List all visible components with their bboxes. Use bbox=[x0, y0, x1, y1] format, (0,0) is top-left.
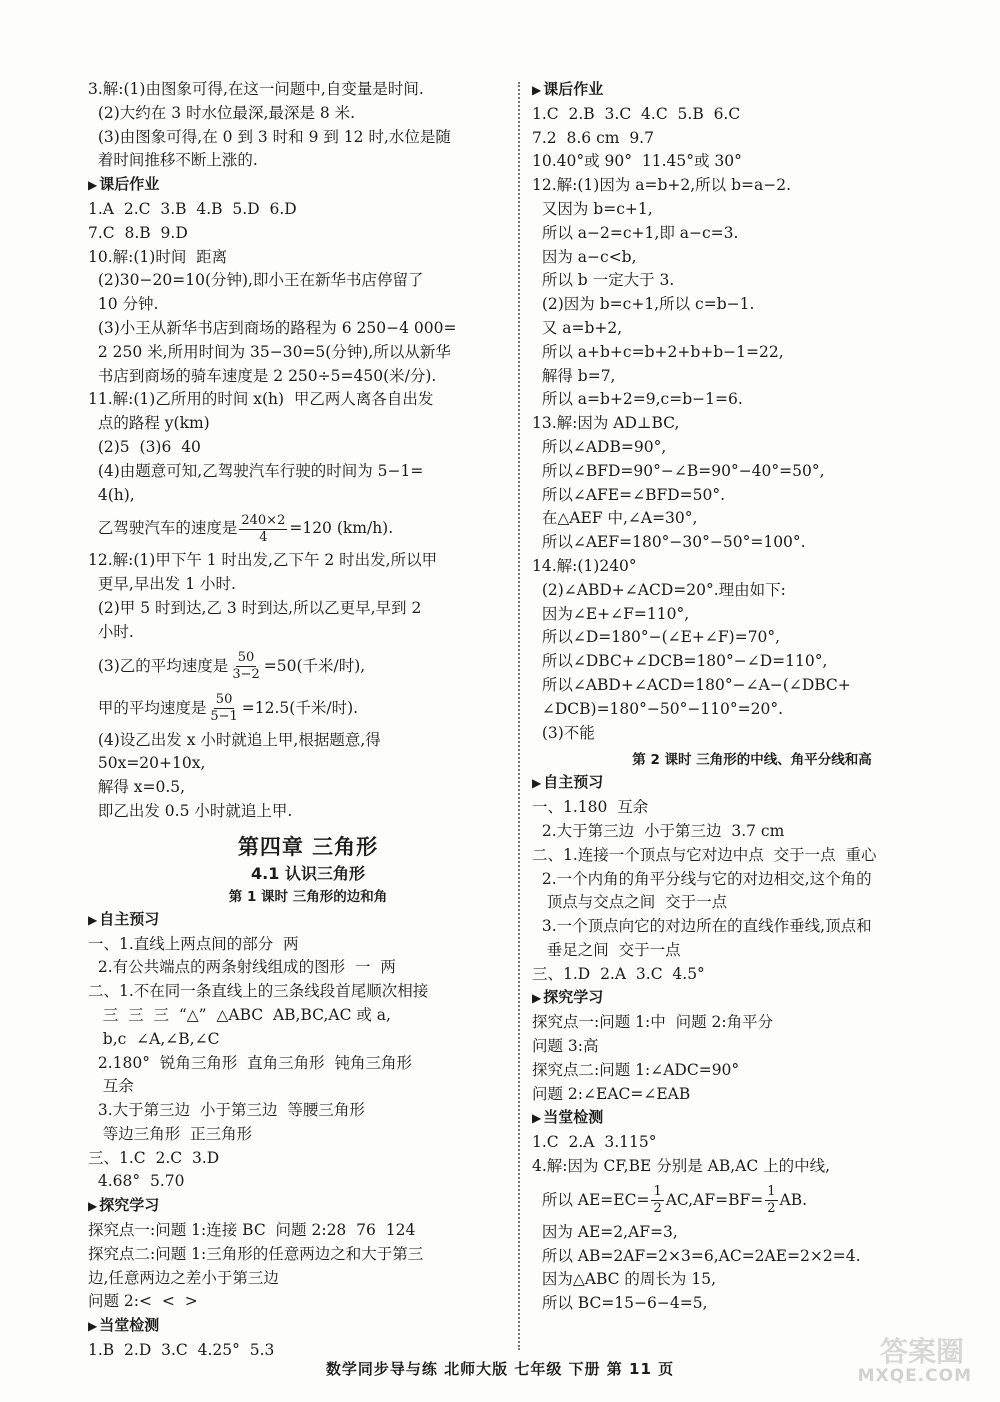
watermark-logo-text: 答案圈 bbox=[879, 1335, 964, 1368]
check-answers bbox=[532, 1131, 972, 1179]
answer-line: 10 分钟. bbox=[88, 295, 159, 314]
answer-line: 2.180° 锐角三角形 直角三角形 钝角三角形 bbox=[88, 1053, 413, 1072]
answer-line: 10.解:(1)时间 距离 bbox=[88, 247, 228, 266]
answer-line: 1.C 2.B 3.C 4.C 5.B 6.C bbox=[532, 104, 741, 123]
answer-line: 12.解:(1)因为 a=b+2,所以 b=a−2. bbox=[532, 176, 792, 195]
answer-line: 所以∠AFE=∠BFD=50°. bbox=[532, 485, 726, 504]
homework-answers bbox=[532, 103, 972, 746]
answer-line: ∠DCB)=180°−50°−110°=20°. bbox=[532, 699, 784, 718]
answer-line: 所以 AB=2AF=2×3=6,AC=2AE=2×2=4. bbox=[532, 1246, 861, 1265]
homework-heading: ▶ 课后作业 bbox=[88, 175, 160, 194]
answer-line: 2.大于第三边 小于第三边 3.7 cm bbox=[532, 821, 785, 840]
answer-line: 10.40°或 90° 11.45°或 30° bbox=[532, 152, 742, 171]
answer-line: 所以∠BFD=90°−∠B=90°−40°=50°, bbox=[532, 461, 825, 480]
q3-answer bbox=[88, 78, 528, 173]
answer-line: (4)设乙出发 x 小时就追上甲,根据题意,得 bbox=[88, 730, 381, 749]
right-column bbox=[532, 78, 972, 1316]
triangle-marker-icon: ▶ bbox=[88, 1319, 98, 1334]
triangle-marker-icon: ▶ bbox=[532, 776, 542, 791]
answer-line: (2)∠ABD+∠ACD=20°.理由如下: bbox=[532, 580, 786, 599]
answer-line: 一、1.直线上两点间的部分 两 bbox=[88, 934, 299, 953]
answer-line: 探究点二:问题 1:∠ADC=90° bbox=[532, 1060, 740, 1079]
answer-line: 2 250 米,所用时间为 35−30=5(分钟),所以从新华 bbox=[88, 342, 451, 361]
answer-line: 1.B 2.D 3.C 4.25° 5.3 bbox=[88, 1341, 275, 1360]
answer-line: 14.解:(1)240° bbox=[532, 556, 637, 575]
section-title: 4.1 认识三角形 bbox=[251, 863, 365, 883]
answer-line: 因为 a−c<b, bbox=[532, 247, 637, 266]
answer-line: 因为△ABC 的周长为 15, bbox=[532, 1270, 717, 1289]
answer-line: 11.解:(1)乙所用的时间 x(h) 甲乙两人离各自出发 bbox=[88, 390, 434, 409]
answer-line: 3.大于第三边 小于第三边 等腰三角形 bbox=[88, 1101, 365, 1120]
answer-line: 所以∠ADB=90°, bbox=[532, 437, 667, 456]
answer-line: 1.C 2.A 3.115° bbox=[532, 1133, 657, 1152]
answer-line: 顶点与交点之间 交于一点 bbox=[532, 893, 728, 912]
answer-line: 因为∠E+∠F=110°, bbox=[532, 604, 690, 623]
answer-line: (3)不能 bbox=[532, 723, 595, 742]
check-heading: ▶ 当堂检测 bbox=[532, 1108, 604, 1127]
answer-line: 问题 3:高 bbox=[532, 1037, 599, 1056]
answer-line: 小时. bbox=[88, 622, 134, 641]
explore-answers bbox=[532, 1011, 972, 1106]
answer-line: 所以 a=b+2=9,c=b−1=6. bbox=[532, 390, 743, 409]
answer-line: 三 三 三 “△” △ABC AB,BC,AC 或 a, bbox=[88, 1005, 391, 1024]
chapter-title: 第四章 三角形 bbox=[237, 834, 379, 859]
answer-line: 50x=20+10x, bbox=[88, 754, 206, 773]
q11-speed-line: 乙驾驶汽车的速度是 $\frac{240\times 2}{4}$ =120 (km/h). bbox=[88, 512, 394, 545]
answer-line: 探究点一:问题 1:中 问题 2:角平分 bbox=[532, 1013, 774, 1032]
answer-line: 所以 a−2=c+1,即 a−c=3. bbox=[532, 223, 739, 242]
answer-line: 一、1.180 互余 bbox=[532, 798, 649, 817]
q12-answer-end bbox=[88, 729, 528, 824]
answer-line: 探究点二:问题 1:三角形的任意两边之和大于第三 bbox=[88, 1244, 424, 1263]
answer-line: 1.A 2.C 3.B 4.B 5.D 6.D bbox=[88, 199, 297, 218]
answer-line: 解得 b=7, bbox=[532, 366, 616, 385]
watermark-url: MXQE.COM bbox=[857, 1366, 972, 1386]
preview-heading: ▶ 自主预习 bbox=[532, 773, 604, 792]
fraction: $\frac{1}{2}$ bbox=[767, 1184, 776, 1217]
lesson-title: 第 2 课时 三角形的中线、角平分线和高 bbox=[632, 752, 872, 769]
answer-line: 点的路程 y(km) bbox=[88, 414, 210, 433]
check-answers-end bbox=[532, 1221, 972, 1316]
answer-line: (3)小王从新华书店到商场的路程为 6 250−4 000= bbox=[88, 318, 457, 337]
answer-line: (2)因为 b=c+1,所以 c=b−1. bbox=[532, 295, 755, 314]
fraction: $\frac{1}{2}$ bbox=[653, 1184, 662, 1217]
q12-yi-speed: (3)乙的平均速度是 $\frac{50}{3-2}$ =50(千米/时), bbox=[88, 650, 366, 683]
answer-line: 在△AEF 中,∠A=30°, bbox=[532, 509, 698, 528]
answer-line: 12.解:(1)甲下午 1 时出发,乙下午 2 时出发,所以甲 bbox=[88, 551, 438, 570]
column-divider bbox=[518, 82, 520, 1350]
fraction: $\frac{50}{3-2}$ bbox=[232, 650, 260, 683]
answer-line: 边,任意两边之差小于第三边 bbox=[88, 1268, 279, 1287]
fraction: $\frac{50}{5-1}$ bbox=[210, 692, 238, 725]
answer-line: 所以∠AEF=180°−30°−50°=100°. bbox=[532, 533, 806, 552]
answer-line: 3.解:(1)由图象可得,在这一问题中,自变量是时间. bbox=[88, 80, 424, 98]
answer-line: 3.一个顶点向它的对边所在的直线作垂线,顶点和 bbox=[532, 917, 872, 936]
left-column bbox=[88, 78, 528, 1363]
lesson-title: 第 1 课时 三角形的边和角 bbox=[228, 888, 388, 905]
answer-line: 着时间推移不断上涨的. bbox=[88, 151, 258, 170]
watermark bbox=[822, 1330, 972, 1390]
answer-line: 所以∠D=180°−(∠E+∠F)=70°, bbox=[532, 628, 781, 647]
answer-line: 三、1.D 2.A 3.C 4.5° bbox=[532, 964, 705, 983]
explore-answers bbox=[88, 1219, 528, 1314]
answer-line: 13.解:因为 AD⊥BC, bbox=[532, 414, 680, 433]
answer-line: 所以 a+b+c=b+2+b+b−1=22, bbox=[532, 342, 784, 361]
answer-line: 即乙出发 0.5 小时就追上甲. bbox=[88, 801, 293, 820]
explore-heading: ▶ 探究学习 bbox=[88, 1196, 160, 1215]
answer-line: b,c ∠A,∠B,∠C bbox=[88, 1029, 220, 1048]
answer-line: 互余 bbox=[88, 1077, 134, 1096]
preview-answers bbox=[532, 796, 972, 986]
answer-line: (2)5 (3)6 40 bbox=[88, 437, 201, 456]
answer-line: 问题 2:∠EAC=∠EAB bbox=[532, 1084, 691, 1103]
explore-heading: ▶ 探究学习 bbox=[532, 988, 604, 1007]
answer-line: 因为 AE=2,AF=3, bbox=[532, 1222, 678, 1241]
answer-line: 所以∠DBC+∠DCB=180°−∠D=110°, bbox=[532, 652, 828, 671]
answer-line: (2)30−20=10(分钟),即小王在新华书店停留了 bbox=[88, 271, 424, 290]
triangle-marker-icon: ▶ bbox=[88, 178, 98, 193]
check-heading: ▶ 当堂检测 bbox=[88, 1316, 160, 1335]
answer-line: 垂足之间 交于一点 bbox=[532, 940, 681, 959]
answer-line: 所以 BC=15−6−4=5, bbox=[532, 1294, 708, 1313]
answer-line: (2)甲 5 时到达,乙 3 时到达,所以乙更早,早到 2 bbox=[88, 598, 422, 617]
answer-line: 又因为 b=c+1, bbox=[532, 199, 653, 218]
answer-line: 等边三角形 正三角形 bbox=[88, 1124, 253, 1143]
preview-answers bbox=[88, 933, 528, 1195]
answer-line: 解得 x=0.5, bbox=[88, 778, 186, 797]
answer-line: 三、1.C 2.C 3.D bbox=[88, 1148, 220, 1167]
preview-heading: ▶ 自主预习 bbox=[88, 909, 160, 928]
homework-heading: ▶ 课后作业 bbox=[532, 80, 604, 98]
answer-line: 问题 2:< < > bbox=[88, 1292, 198, 1311]
homework-answers bbox=[88, 198, 528, 507]
triangle-marker-icon: ▶ bbox=[88, 1199, 98, 1214]
answer-line: 4(h), bbox=[88, 485, 135, 504]
triangle-marker-icon: ▶ bbox=[88, 912, 98, 927]
page-footer: 数学同步导与练 北师大版 七年级 下册 第 11 页 bbox=[325, 1360, 675, 1378]
fraction: $\frac{240\times 2}{4}$ bbox=[241, 512, 286, 545]
answer-line: 4.68° 5.70 bbox=[88, 1172, 185, 1191]
q12-answer bbox=[88, 549, 528, 644]
answer-line: 二、1.连接一个顶点与它对边中点 交于一点 重心 bbox=[532, 845, 877, 864]
answer-line: 所以 b 一定大于 3. bbox=[532, 271, 675, 290]
answer-line: 探究点一:问题 1:连接 BC 问题 2:28 76 124 bbox=[88, 1221, 416, 1240]
answer-line: 7.C 8.B 9.D bbox=[88, 223, 188, 242]
answer-line: (4)由题意可知,乙驾驶汽车行驶的时间为 5−1= bbox=[88, 461, 424, 480]
answer-line: 2.一个内角的角平分线与它的对边相交,这个角的 bbox=[532, 869, 872, 888]
triangle-marker-icon: ▶ bbox=[532, 1111, 542, 1126]
answer-line: (3)由图象可得,在 0 到 3 时和 9 到 12 时,水位是随 bbox=[88, 127, 451, 146]
triangle-marker-icon: ▶ bbox=[532, 991, 542, 1006]
answer-line: 2.有公共端点的两条射线组成的图形 一 两 bbox=[88, 958, 396, 977]
q12-jia-speed: 甲的平均速度是 $\frac{50}{5-1}$ =12.5(千米/时). bbox=[88, 692, 359, 725]
answer-line: 7.2 8.6 cm 9.7 bbox=[532, 128, 654, 147]
answer-line: 书店到商场的骑车速度是 2 250÷5=450(米/分). bbox=[88, 366, 437, 385]
answer-line: (2)大约在 3 时水位最深,最深是 8 米. bbox=[88, 103, 356, 122]
answer-line: 二、1.不在同一条直线上的三条线段首尾顺次相接 bbox=[88, 982, 429, 1001]
answer-line: 又 a=b+2, bbox=[532, 318, 623, 337]
answer-line: 更早,早出发 1 小时. bbox=[88, 575, 236, 594]
triangle-marker-icon: ▶ bbox=[532, 83, 542, 97]
check-fraction-line: 所以 AE=EC= $\frac{1}{2}$ AC,AF=BF= $\frac{1}{2}$ AB. bbox=[532, 1184, 808, 1217]
answer-line: 所以∠ABD+∠ACD=180°−∠A−(∠DBC+ bbox=[532, 675, 851, 694]
answer-line: 4.解:因为 CF,BE 分别是 AB,AC 上的中线, bbox=[532, 1157, 831, 1176]
